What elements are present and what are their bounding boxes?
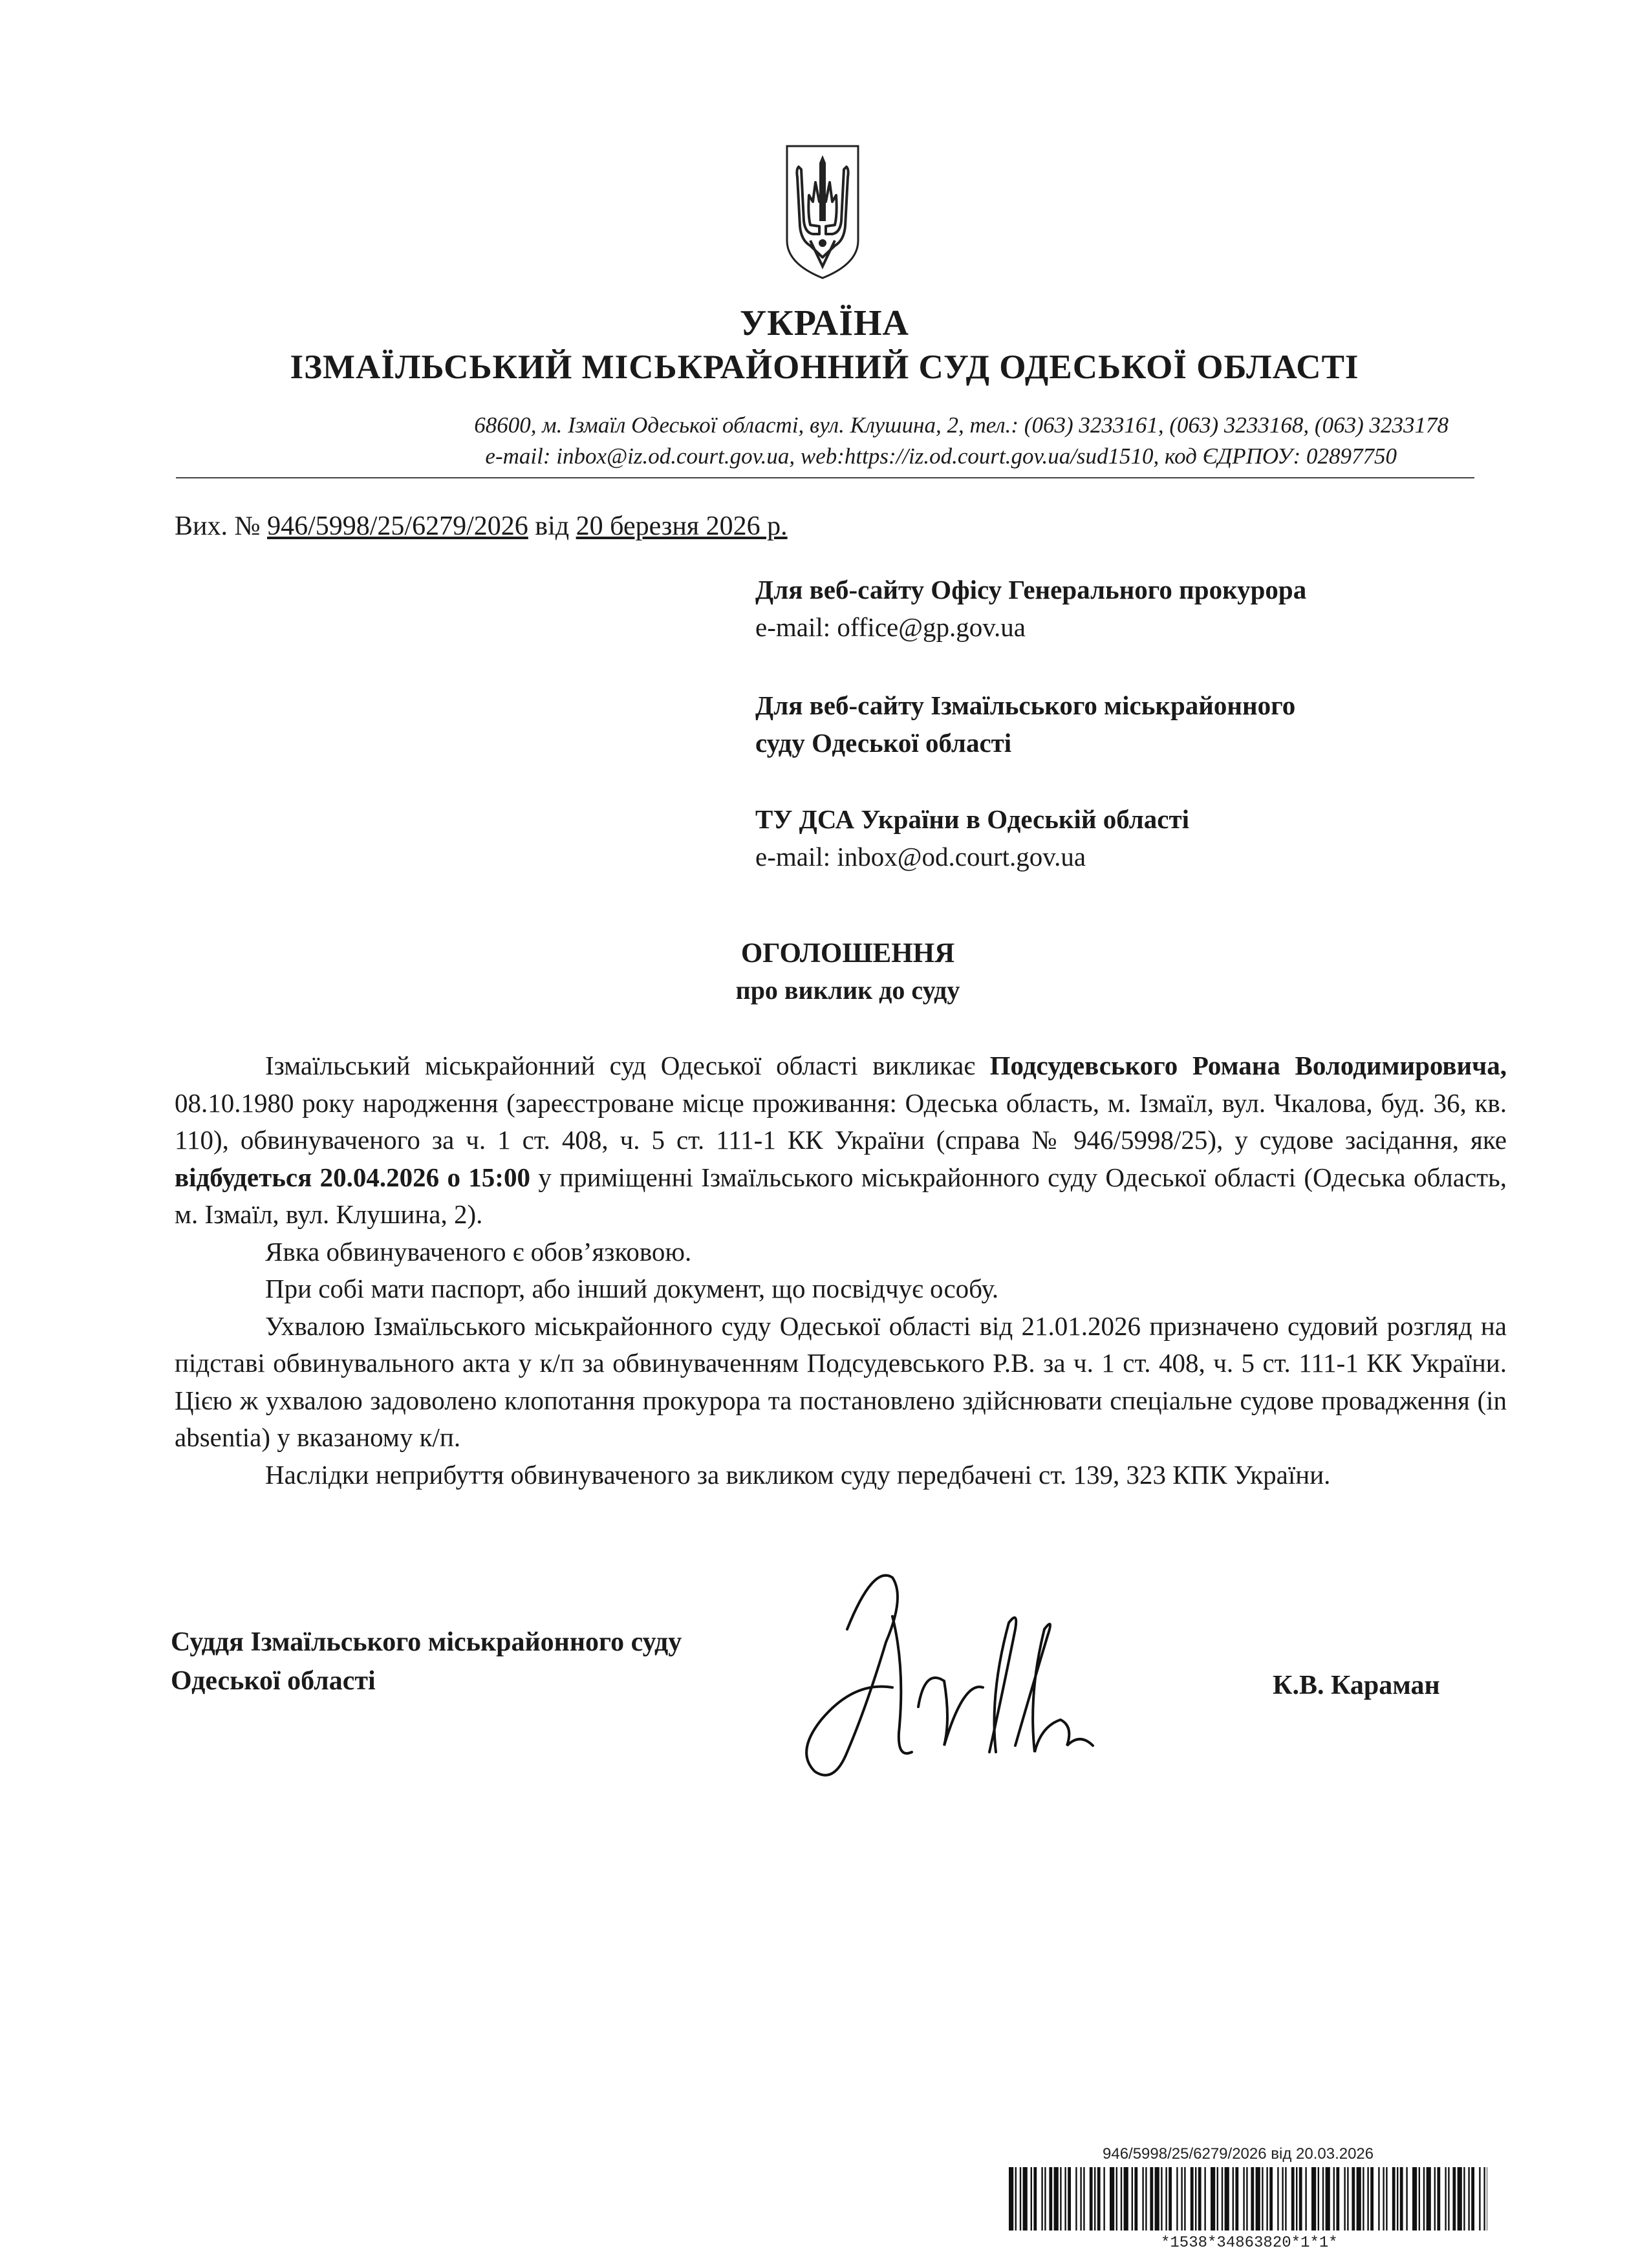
judge-name: К.В. Караман (1273, 1671, 1440, 1700)
recipient-2-title-line1: Для веб-сайту Ізмаїльського міськрайонного (755, 690, 1296, 720)
barcode-code: *1538*34863820*1*1* (1161, 2234, 1338, 2252)
court-name: ІЗМАЇЛЬСЬКИЙ МІСЬКРАЙОННИЙ СУД ОДЕСЬКОЇ ОБЛАСТІ (290, 348, 1359, 386)
body-paragraph-summons: Ізмаїльський міськрайонний суд Одеської області викликає Подсудевського Романа Володимировича, 08.10.1980 року народження (зареєстроване місце проживання: Одеська область, м. Ізмаїл, вул. Чкалова, буд. 36, кв. 110), обвинуваченого за ч. 1 ст. 408, ч. 5 ст. 111-1 КК України (справа № 946/5998/25), у судове засідання, яке відбудеться 20.04.2026 о 15:00 у приміщенні Ізмаїльського міськрайонного суду Одеської області (Одеська область, м. Ізмаїл, вул. Клушина, 2). (175, 1051, 1507, 1229)
body-paragraph-ruling: Ухвалою Ізмаїльського міськрайонного суду Одеської області від 21.01.2026 призначено судовий розгляд на підставі обвинувального акта у к/п за обвинуваченням Подсудевського Р.В. за ч. 1 ст. 408, ч. 5 ст. 111-1 КК України. Цією ж ухвалою задоволено клопотання прокурора та постановлено здійснювати спеціальне судове провадження (in absentia) у вказаному к/п. (175, 1311, 1507, 1452)
barcode (1009, 2167, 1487, 2231)
accused-name: Подсудевського Романа Володимировича, (989, 1051, 1507, 1080)
recipient-1-title: Для веб-сайту Офісу Генерального прокурора (755, 575, 1307, 604)
handwritten-signature (770, 1539, 1132, 1810)
announcement-subtitle: про виклик до суду (735, 976, 960, 1005)
header-divider (176, 477, 1474, 478)
recipient-2 (755, 687, 1295, 762)
recipient-3-title: ТУ ДСА України в Одеській області (755, 804, 1190, 834)
judge-position: Суддя Ізмаїльського міськрайонного суду Одеської області (171, 1627, 682, 1696)
country-title: УКРАЇНА (740, 303, 909, 343)
body-paragraph-consequences: Наслідки неприбуття обвинуваченого за викликом суду передбачені ст. 139, 323 КПК України. (265, 1459, 1331, 1490)
outgoing-date: 20 березня 2026 р. (576, 511, 788, 541)
outgoing-number: Вих. № 946/5998/25/6279/2026 від 20 березня 2026 р. (175, 511, 788, 541)
announcement-body (175, 1047, 1507, 1493)
recipient-2-title-line2: суду Одеської області (755, 728, 1012, 758)
hearing-datetime: відбудеться 20.04.2026 о 15:00 (175, 1162, 530, 1192)
body-paragraph-attendance: Явка обвинуваченого є обов’язковою. (265, 1236, 692, 1267)
coat-of-arms-trident-icon (784, 144, 861, 281)
body-paragraph-documents: При собі мати паспорт, або інший документ, що посвідчує особу. (265, 1274, 999, 1303)
barcode-caption: 946/5998/25/6279/2026 від 20.03.2026 (1103, 2145, 1374, 2163)
recipient-1-email: e-mail: office@gp.gov.ua (755, 612, 1026, 642)
recipient-3 (755, 800, 1189, 875)
court-address: 68600, м. Ізмаїл Одеської області, вул. Клушина, 2, тел.: (063) 3233161, (063) 3233168, (063) 3233178 (474, 412, 1449, 438)
recipient-3-email: e-mail: inbox@od.court.gov.ua (755, 842, 1086, 872)
announcement-title: ОГОЛОШЕННЯ (740, 938, 955, 968)
court-contacts: e-mail: inbox@iz.od.court.gov.ua, web:https://iz.od.court.gov.ua/sud1510, код ЄДРПОУ: 02897750 (485, 444, 1397, 469)
outgoing-number-value: 946/5998/25/6279/2026 (267, 511, 528, 541)
recipient-1 (755, 571, 1306, 646)
